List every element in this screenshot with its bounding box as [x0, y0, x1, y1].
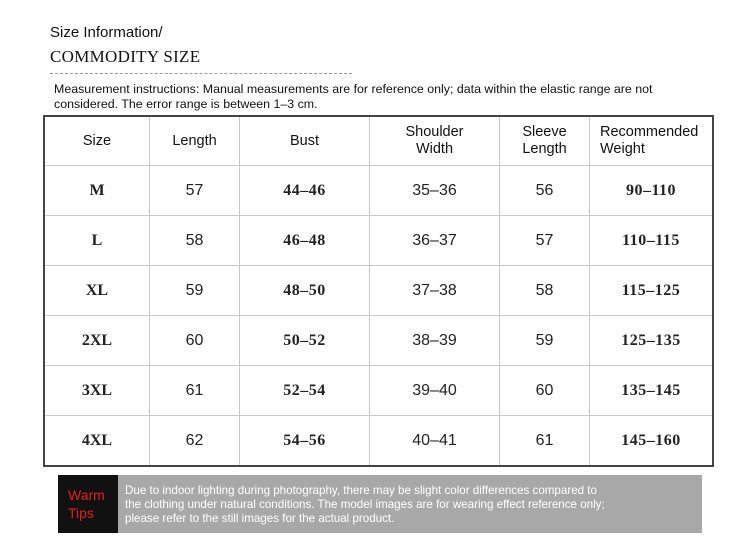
- size-cell: 3XL: [44, 366, 150, 416]
- size-cell: L: [44, 216, 150, 266]
- warm-tips-text: Due to indoor lighting during photography, there may be slight color differences compared to the clothing under natural conditions. The model images are for wearing effect reference only; please refer to the still images for the actual product.: [125, 484, 605, 525]
- size-cell: 2XL: [44, 316, 150, 366]
- recommended-weight-cell: 145–160: [590, 416, 714, 467]
- shoulder-width-cell: 36–37: [370, 216, 500, 266]
- length-cell: 60: [150, 316, 240, 366]
- dashed-divider: [50, 73, 352, 74]
- length-cell: 58: [150, 216, 240, 266]
- warm-tips-banner: [58, 475, 702, 533]
- sleeve-length-cell: 57: [500, 216, 590, 266]
- sleeve-length-cell: 61: [500, 416, 590, 467]
- sleeve-length-cell: 56: [500, 166, 590, 216]
- size-table: [43, 115, 714, 467]
- header-shoulder-line2: Width: [415, 141, 454, 157]
- size-cell: XL: [44, 266, 150, 316]
- header-recommended-weight: [590, 116, 714, 166]
- warm-tips-label: [58, 475, 118, 533]
- table-row: [44, 216, 713, 266]
- commodity-size-subtitle: COMMODITY SIZE: [50, 47, 201, 66]
- warm-tips-label-line1: Warm: [68, 487, 105, 503]
- size-cell: M: [44, 166, 150, 216]
- table-row: [44, 316, 713, 366]
- header-sleeve-length: [500, 116, 590, 166]
- length-cell: 62: [150, 416, 240, 467]
- recommended-weight-cell: 90–110: [590, 166, 714, 216]
- length-cell: 59: [150, 266, 240, 316]
- header-bust: Bust: [240, 116, 370, 166]
- header-weight-line1: Recommended: [600, 124, 699, 140]
- header-shoulder-width: [370, 116, 500, 166]
- measurement-instructions: Measurement instructions: Manual measurements are for reference only; data within the elastic range are not considered. The error range is between 1–3 cm.: [54, 82, 653, 111]
- shoulder-width-cell: 38–39: [370, 316, 500, 366]
- header-shoulder-line1: Shoulder: [405, 124, 464, 140]
- table-row: [44, 266, 713, 316]
- bust-cell: 54–56: [240, 416, 370, 467]
- warm-tips-label-line2: Tips: [68, 505, 94, 521]
- length-cell: 57: [150, 166, 240, 216]
- recommended-weight-cell: 115–125: [590, 266, 714, 316]
- table-header-row: [44, 116, 713, 166]
- bust-cell: 52–54: [240, 366, 370, 416]
- sleeve-length-cell: 59: [500, 316, 590, 366]
- header-weight-line2: Weight: [600, 141, 645, 157]
- bust-cell: 44–46: [240, 166, 370, 216]
- sleeve-length-cell: 58: [500, 266, 590, 316]
- recommended-weight-cell: 135–145: [590, 366, 714, 416]
- size-cell: 4XL: [44, 416, 150, 467]
- bust-cell: 46–48: [240, 216, 370, 266]
- length-cell: 61: [150, 366, 240, 416]
- header-sleeve-line1: Sleeve: [522, 124, 567, 140]
- bust-cell: 50–52: [240, 316, 370, 366]
- header-length: Length: [150, 116, 240, 166]
- table-row: [44, 166, 713, 216]
- bust-cell: 48–50: [240, 266, 370, 316]
- header-size: Size: [44, 116, 150, 166]
- recommended-weight-cell: 110–115: [590, 216, 714, 266]
- table-row: [44, 416, 713, 467]
- shoulder-width-cell: 39–40: [370, 366, 500, 416]
- shoulder-width-cell: 40–41: [370, 416, 500, 467]
- shoulder-width-cell: 35–36: [370, 166, 500, 216]
- header-sleeve-line2: Length: [522, 141, 567, 157]
- shoulder-width-cell: 37–38: [370, 266, 500, 316]
- recommended-weight-cell: 125–135: [590, 316, 714, 366]
- size-information-title: Size Information/: [50, 24, 163, 41]
- table-row: [44, 366, 713, 416]
- sleeve-length-cell: 60: [500, 366, 590, 416]
